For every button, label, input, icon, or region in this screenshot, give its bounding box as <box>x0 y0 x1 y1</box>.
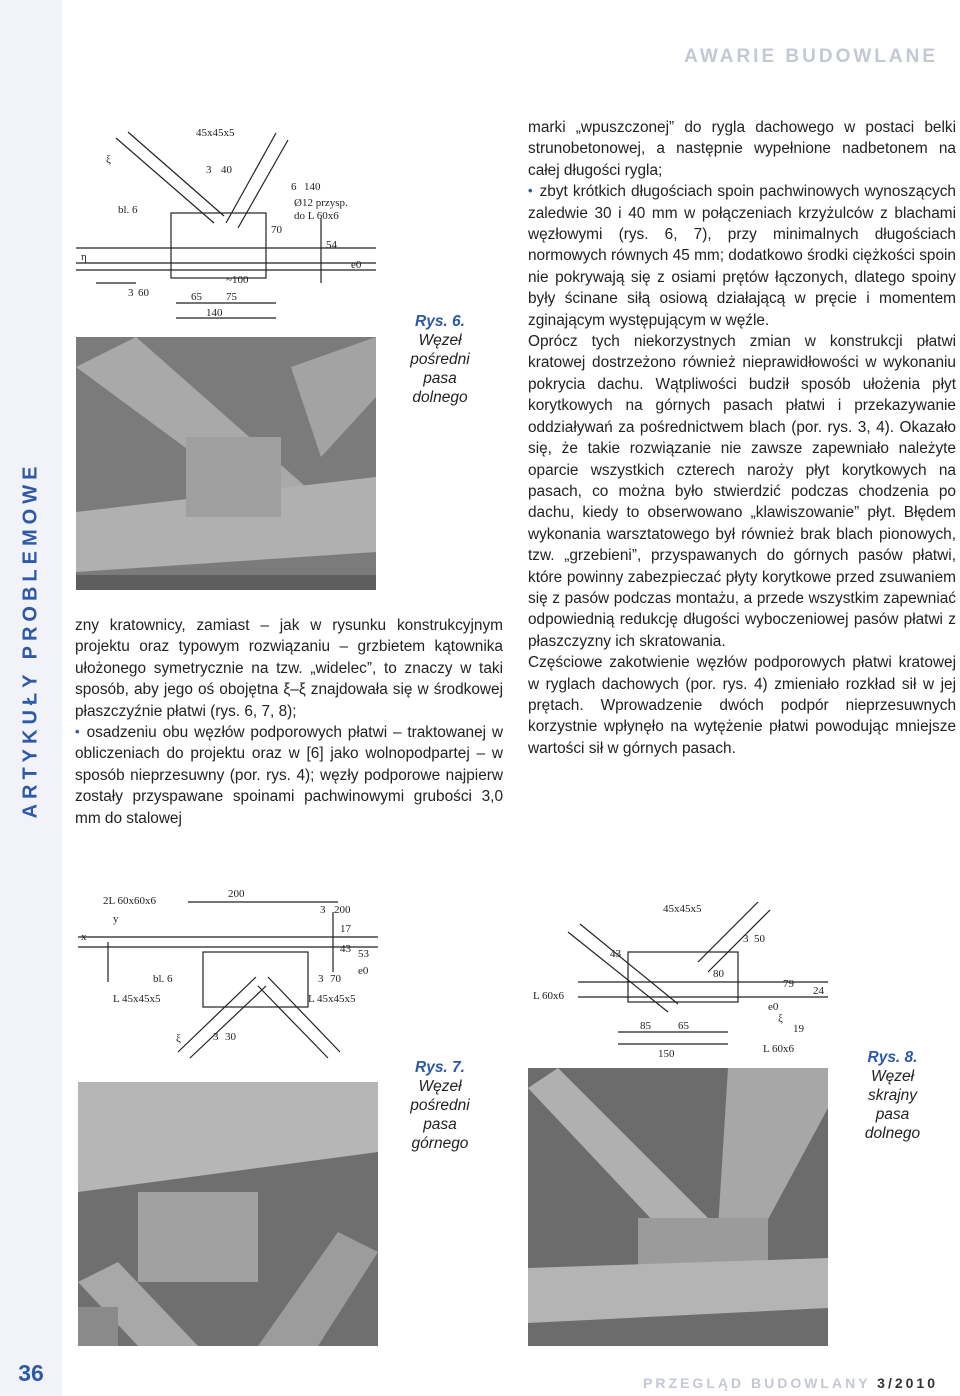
fig7-dim-4: 200 <box>334 904 351 916</box>
fig8-caption-line3: pasa <box>875 1106 910 1123</box>
fig7-caption <box>390 1058 490 1153</box>
fig6-dim-5: 140 <box>304 181 321 193</box>
right-paragraph-2-text: zbyt krótkich długościach spoin pachwinowych wynoszących zaledwie 30 i 40 mm w połączeniach krzyżulców z blachami węzłowymi (rys. 6, 7), przy minimalnych długościach normowych równych 45 mm; dodatkowo środki ciężkości spoin nie pokrywają się z osiami prętów łączonych, dlatego spoiny były ścinane siłą osiową działającą w pręcie i momentem zginającym występującym w węźle. <box>528 183 956 329</box>
fig8-photo <box>528 1068 828 1346</box>
fig8-dim-7: 79 <box>783 978 794 990</box>
fig6-caption-line4: dolnego <box>412 389 468 406</box>
fig6-caption-line1: Węzeł <box>418 332 462 349</box>
fig7-dim-14: 30 <box>225 1031 236 1043</box>
fig7-dim-2: 200 <box>228 888 245 900</box>
fig6-eta: η <box>81 251 87 263</box>
fig8-caption-line1: Węzeł <box>870 1068 915 1085</box>
right-paragraph-2 <box>528 181 956 331</box>
fig7-dim-13: 3 <box>213 1031 219 1043</box>
fig8-drawing <box>528 882 843 1062</box>
fig6-dim-14: 3 <box>128 287 134 299</box>
fig8-caption <box>840 1048 945 1143</box>
fig8-dim-9: 85 <box>640 1020 651 1032</box>
fig8-dim-2: 3 <box>743 933 749 945</box>
running-header: AWARIE BUDOWLANE <box>684 46 938 67</box>
fig8-dim-13: L 60x6 <box>763 1043 795 1055</box>
fig6-caption <box>390 312 490 407</box>
fig6-caption-line3: pasa <box>423 370 457 387</box>
fig6-dim-10: 54 <box>326 239 337 251</box>
fig6-dim-1: 45x45x5 <box>196 127 235 139</box>
fig7-label: Rys. 7. <box>415 1059 465 1076</box>
fig6-dim-13: 75 <box>226 291 237 303</box>
fig8-caption-line2: skrajny <box>867 1087 918 1104</box>
page-number: 36 <box>18 1360 44 1386</box>
fig6-dim-8: bl. 6 <box>118 204 138 216</box>
right-text-column <box>528 117 956 759</box>
fig7-dim-8: bl. 6 <box>153 973 173 985</box>
fig6-dim-12: 65 <box>191 291 202 303</box>
left-paragraph-2-text: osadzeniu obu węzłów podporowych płatwi – traktowanej w obliczeniach do projektu oraz w [6] jako wolnopodpartej – w sposób nieprzesuwny (por. rys. 4); węzły podporowe najpierw zostały przyspawane spoinami pachwinowymi grubości 3,0 mm do stalowej <box>75 724 503 827</box>
fig8-dim-8: 24 <box>813 985 824 997</box>
bullet-icon: • <box>528 183 533 199</box>
fig8-label: Rys. 8. <box>867 1049 918 1066</box>
fig7-dim-5: 17 <box>340 923 351 935</box>
journal-footer <box>643 1375 938 1391</box>
fig8-dim-6: L 60x6 <box>533 990 565 1002</box>
fig6-dim-6: Ø12 przysp. <box>294 197 348 209</box>
fig6-drawing <box>76 118 382 328</box>
fig6-dim-7: do L 60x6 <box>294 210 339 222</box>
fig8-dim-11: 150 <box>658 1048 675 1060</box>
fig6-dim-15: 60 <box>138 287 149 299</box>
fig8-caption-line4: dolnego <box>864 1125 921 1142</box>
right-paragraph-4: Częściowe zakotwienie węzłów podporowych płatwi kratowej w ryglach dachowych (por. rys. 4) zmieniało rozkład sił w jej prętach. Wprowadzenie dwóch podpór nieprzesuwnych korzystnie wpłynęło na wytężenie płatwi powodując mniejsze wartości sił w górnych pasach. <box>528 654 956 757</box>
fig7-caption-line2: pośredni <box>410 1097 470 1114</box>
fig7-x: x <box>81 931 87 943</box>
fig8-e0: e0 <box>768 1001 779 1013</box>
fig7-caption-line4: górnego <box>411 1135 469 1152</box>
right-paragraph-1: marki „wpuszczonej” do rygla dachowego w postaci belki strunobetonowej, a następnie wypełnione nadbetonem na całej długości rygla; <box>528 119 956 179</box>
fig7-caption-line1: Węzeł <box>418 1078 462 1095</box>
right-paragraph-3: Oprócz tych niekorzystnych zmian w konstrukcji płatwi kratowej dostrzeżono również nieprawidłowości w wykonaniu pokrycia dachu. Wątpliwości budził sposób ułożenia płyt korytkowych na górnych pasach płatwi i przekazywanie oddziaływań za pośrednictwem blach (por. rys. 3, 4). Okazało się, że takie rozwiązanie nie zawsze zapewniało należyte oparcie wszystkich czterech naroży płyt korytkowych na pasach, co można było stwierdzić podczas chodzenia po dachu, kiedy to obserwowano „klawiszowanie” płyt. Błędem wykonania warsztatowego był również brak blach pionowych, tzw. „grzebieni”, przyspawanych do górnych pasów płatwi, które powinny zabezpieczać płyty korytkowe przed zsuwaniem się z pasów podczas montażu, a przede wszystkim zapewniać odpowiednią redukcję długości wyboczeniowej pasów płatwi z płaszczyzny ich skratowania. <box>528 333 956 650</box>
fig6-dim-16: 140 <box>206 307 223 319</box>
fig8-dim-5: 80 <box>713 968 724 980</box>
section-title-vertical: ARTYKUŁY PROBLEMOWE <box>19 461 42 819</box>
fig7-photo <box>78 1082 378 1346</box>
fig7-dim-1: 2L 60x60x6 <box>103 895 157 907</box>
fig8-xi: ξ <box>778 1013 783 1025</box>
fig7-dim-10: 70 <box>330 973 341 985</box>
fig8-dim-3: 50 <box>754 933 765 945</box>
fig8-dim-12: 19 <box>793 1023 804 1035</box>
fig6-dim-11: ~100 <box>226 274 249 286</box>
left-paragraph-1: zny kratownicy, zamiast – jak w rysunku konstrukcyjnym projektu oraz typowym rozwiązaniu – grzbietem kątownika ułożonego symetrycznie na tzw. „widelec”, to znaczy w taki sposób, aby jego oś obojętna ξ–ξ znajdowała się w środkowej płaszczyźnie płatwi (rys. 6, 7, 8); <box>75 617 503 720</box>
journal-name: PRZEGLĄD BUDOWLANY <box>643 1375 871 1391</box>
fig7-dim-11: L 45x45x5 <box>113 993 161 1005</box>
fig6-photo <box>76 337 376 590</box>
journal-issue: 3/2010 <box>877 1375 938 1391</box>
fig6-dim-4: 6 <box>291 181 297 193</box>
fig6-xi: ξ <box>106 154 111 166</box>
fig7-dim-3: 3 <box>320 904 326 916</box>
fig8-dim-1: 45x45x5 <box>663 903 702 915</box>
fig6-dim-2: 3 <box>206 164 212 176</box>
fig7-xi: ξ <box>176 1033 181 1045</box>
fig6-label: Rys. 6. <box>415 313 465 330</box>
fig7-e0: e0 <box>358 965 369 977</box>
left-paragraph-2 <box>75 722 503 829</box>
fig7-caption-line3: pasa <box>423 1116 457 1133</box>
left-text-column <box>75 615 503 829</box>
fig7-dim-12: L 45x45x5 <box>308 993 356 1005</box>
fig7-drawing <box>78 882 384 1072</box>
fig7-dim-6: 43 <box>340 943 351 955</box>
fig7-y: y <box>113 913 119 925</box>
fig6-e0: e0 <box>351 259 362 271</box>
fig6-caption-line2: pośredni <box>410 351 470 368</box>
fig7-dim-7: 53 <box>358 948 369 960</box>
fig6-dim-9: 70 <box>271 224 282 236</box>
fig8-dim-10: 65 <box>678 1020 689 1032</box>
fig8-dim-4: 43 <box>610 948 621 960</box>
fig6-dim-3: 40 <box>221 164 232 176</box>
bullet-icon: • <box>75 724 80 740</box>
fig7-dim-9: 3 <box>318 973 324 985</box>
